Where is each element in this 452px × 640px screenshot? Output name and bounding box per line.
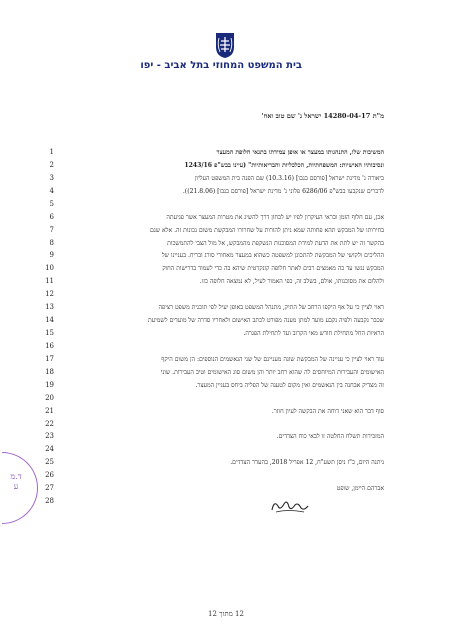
line-number: 9	[49, 251, 54, 260]
text-line: המזכירות תשלח החלטה זו לבאי כוח הצדדים.	[276, 433, 384, 441]
line-number: 28	[45, 497, 54, 506]
line-number: 18	[45, 367, 54, 376]
line-number: 17	[45, 354, 54, 363]
line-number: 22	[45, 419, 54, 428]
line-number: 19	[45, 380, 54, 389]
case-line: מ"ת 14280-04-17 ישראל נ' שם טוב ואח'	[261, 112, 384, 120]
text-line: זה מצדיק אבחנה בין הנאשמים ואין מקום לטענה של הפליה ביחס בעניין המעצר.	[195, 381, 384, 389]
text-line: אכן, עם חלוף הזמן ובראי העיקרון לפיו יש לבחון דרך להשיג את מטרות המעצר אשר פגיעתה	[166, 213, 384, 221]
text-line: עוד ראוי לציין כי עניינה של המבקשת שונה מעניינם של שני הנאשמים הנוספים: הן משום היקף	[161, 355, 384, 363]
text-line: ניתנה היום, כ"ז ניסן תשע"ח, 12 אפריל 2018, בהעדר הצדדים.	[230, 459, 384, 467]
court-name: בית המשפט המחוזי בתל אביב - יפו	[140, 60, 302, 71]
page-number-footer: 12 מתוך 12	[208, 610, 244, 618]
handwritten-signature-icon	[268, 496, 312, 516]
line-number: 10	[45, 264, 54, 273]
line-number: 5	[49, 199, 54, 208]
text-line: ונסיבותיו האישיות: המשפחתיות, הכלכליות והבריאותיות" (עיינו בבש"פ 1243/16	[184, 161, 384, 169]
line-number: 8	[49, 238, 54, 247]
text-line: בהקשר זה יש לתת את הדעת למידת המסוכנות הנשקפת מהמבקש, אל מול הצבי להתמשכות	[167, 239, 384, 247]
line-number: 27	[45, 484, 54, 493]
stamp-text: ד.מ ע	[10, 472, 22, 491]
state-emblem-icon	[210, 30, 240, 60]
text-line: ולהלום את מסוכנותו, אולם, בשלב זה, כפי האמור לעיל, לא נמצאה חלופה כזו.	[199, 278, 384, 286]
line-number: 11	[45, 277, 54, 286]
text-line: ביאורה נ' מדינת ישראל [פורסם בנבו] (10.3.16) שם הפנה בית המשפט העליון	[194, 174, 384, 182]
line-number: 24	[45, 445, 54, 454]
text-line: לדברים שנקבעו בבש"פ 6286/06 פלוני נ' מדינת ישראל [פורסם בנבו] (21.8.06)).	[182, 187, 384, 195]
line-number: 12	[45, 290, 54, 299]
line-number: 20	[45, 393, 54, 402]
line-number: 7	[49, 225, 54, 234]
text-line: ראוי לציין כי על אף היקפו הרחב של התיק, מתנהל המשפט באופן יעיל לפי תוכנית משפט רציפה	[158, 304, 384, 312]
text-line: ההליכים ולקושי של המבקשת להתכונן למשפטה כשהוא במעצר מאחורי סורג ובריח. בעניינו של	[161, 252, 384, 260]
line-number: 23	[45, 432, 54, 441]
line-number: 13	[45, 303, 54, 312]
text-line: שכבר נקבעה ולפיה נקבע מועד למתן מענה מפורט לכתב האישום ולאחריו סדרה של מועדים לשמיעת	[148, 317, 384, 325]
text-line: הראיות החל מתחילת חודש מאי הקרוב ועד לתחילת הפגרה.	[243, 330, 384, 338]
text-line: סוף דבר הוא שאני דוחה את הבקשה לעיון חוזר.	[271, 407, 384, 415]
line-number: 2	[49, 160, 54, 169]
line-number: 14	[45, 316, 54, 325]
text-line: המבקש נגשו עד כה מאמצים רבים לאתר חלופה קונקרטית שיהא בה כדי לעמוד בדרישות החוק	[162, 265, 384, 273]
text-line: אברהם היימן, שופט	[336, 485, 384, 493]
text-line: בחירותו של המבקש תהא פחותה שמא ניתן להורות על שחרורו המבקשת משום נכונות זה. אלא שגם	[149, 226, 384, 234]
line-number: 1	[49, 148, 54, 156]
line-number: 26	[45, 471, 54, 480]
line-number: 25	[45, 458, 54, 467]
line-number: 3	[49, 173, 54, 182]
line-number: 15	[45, 329, 54, 338]
text-line: האישומים והעבירות המיוחסים לה שהוא רחב יותר והן משום סוג האישומים וטיב העבירות. שוני	[160, 368, 384, 376]
line-number: 6	[49, 212, 54, 221]
line-number: 16	[45, 341, 54, 350]
text-line: המשיבות שלו, התנהגותו במעצר או אופן עמידתו בתנאי חלופת המעצר	[216, 149, 384, 156]
line-number: 21	[45, 406, 54, 415]
line-number: 4	[49, 186, 54, 195]
